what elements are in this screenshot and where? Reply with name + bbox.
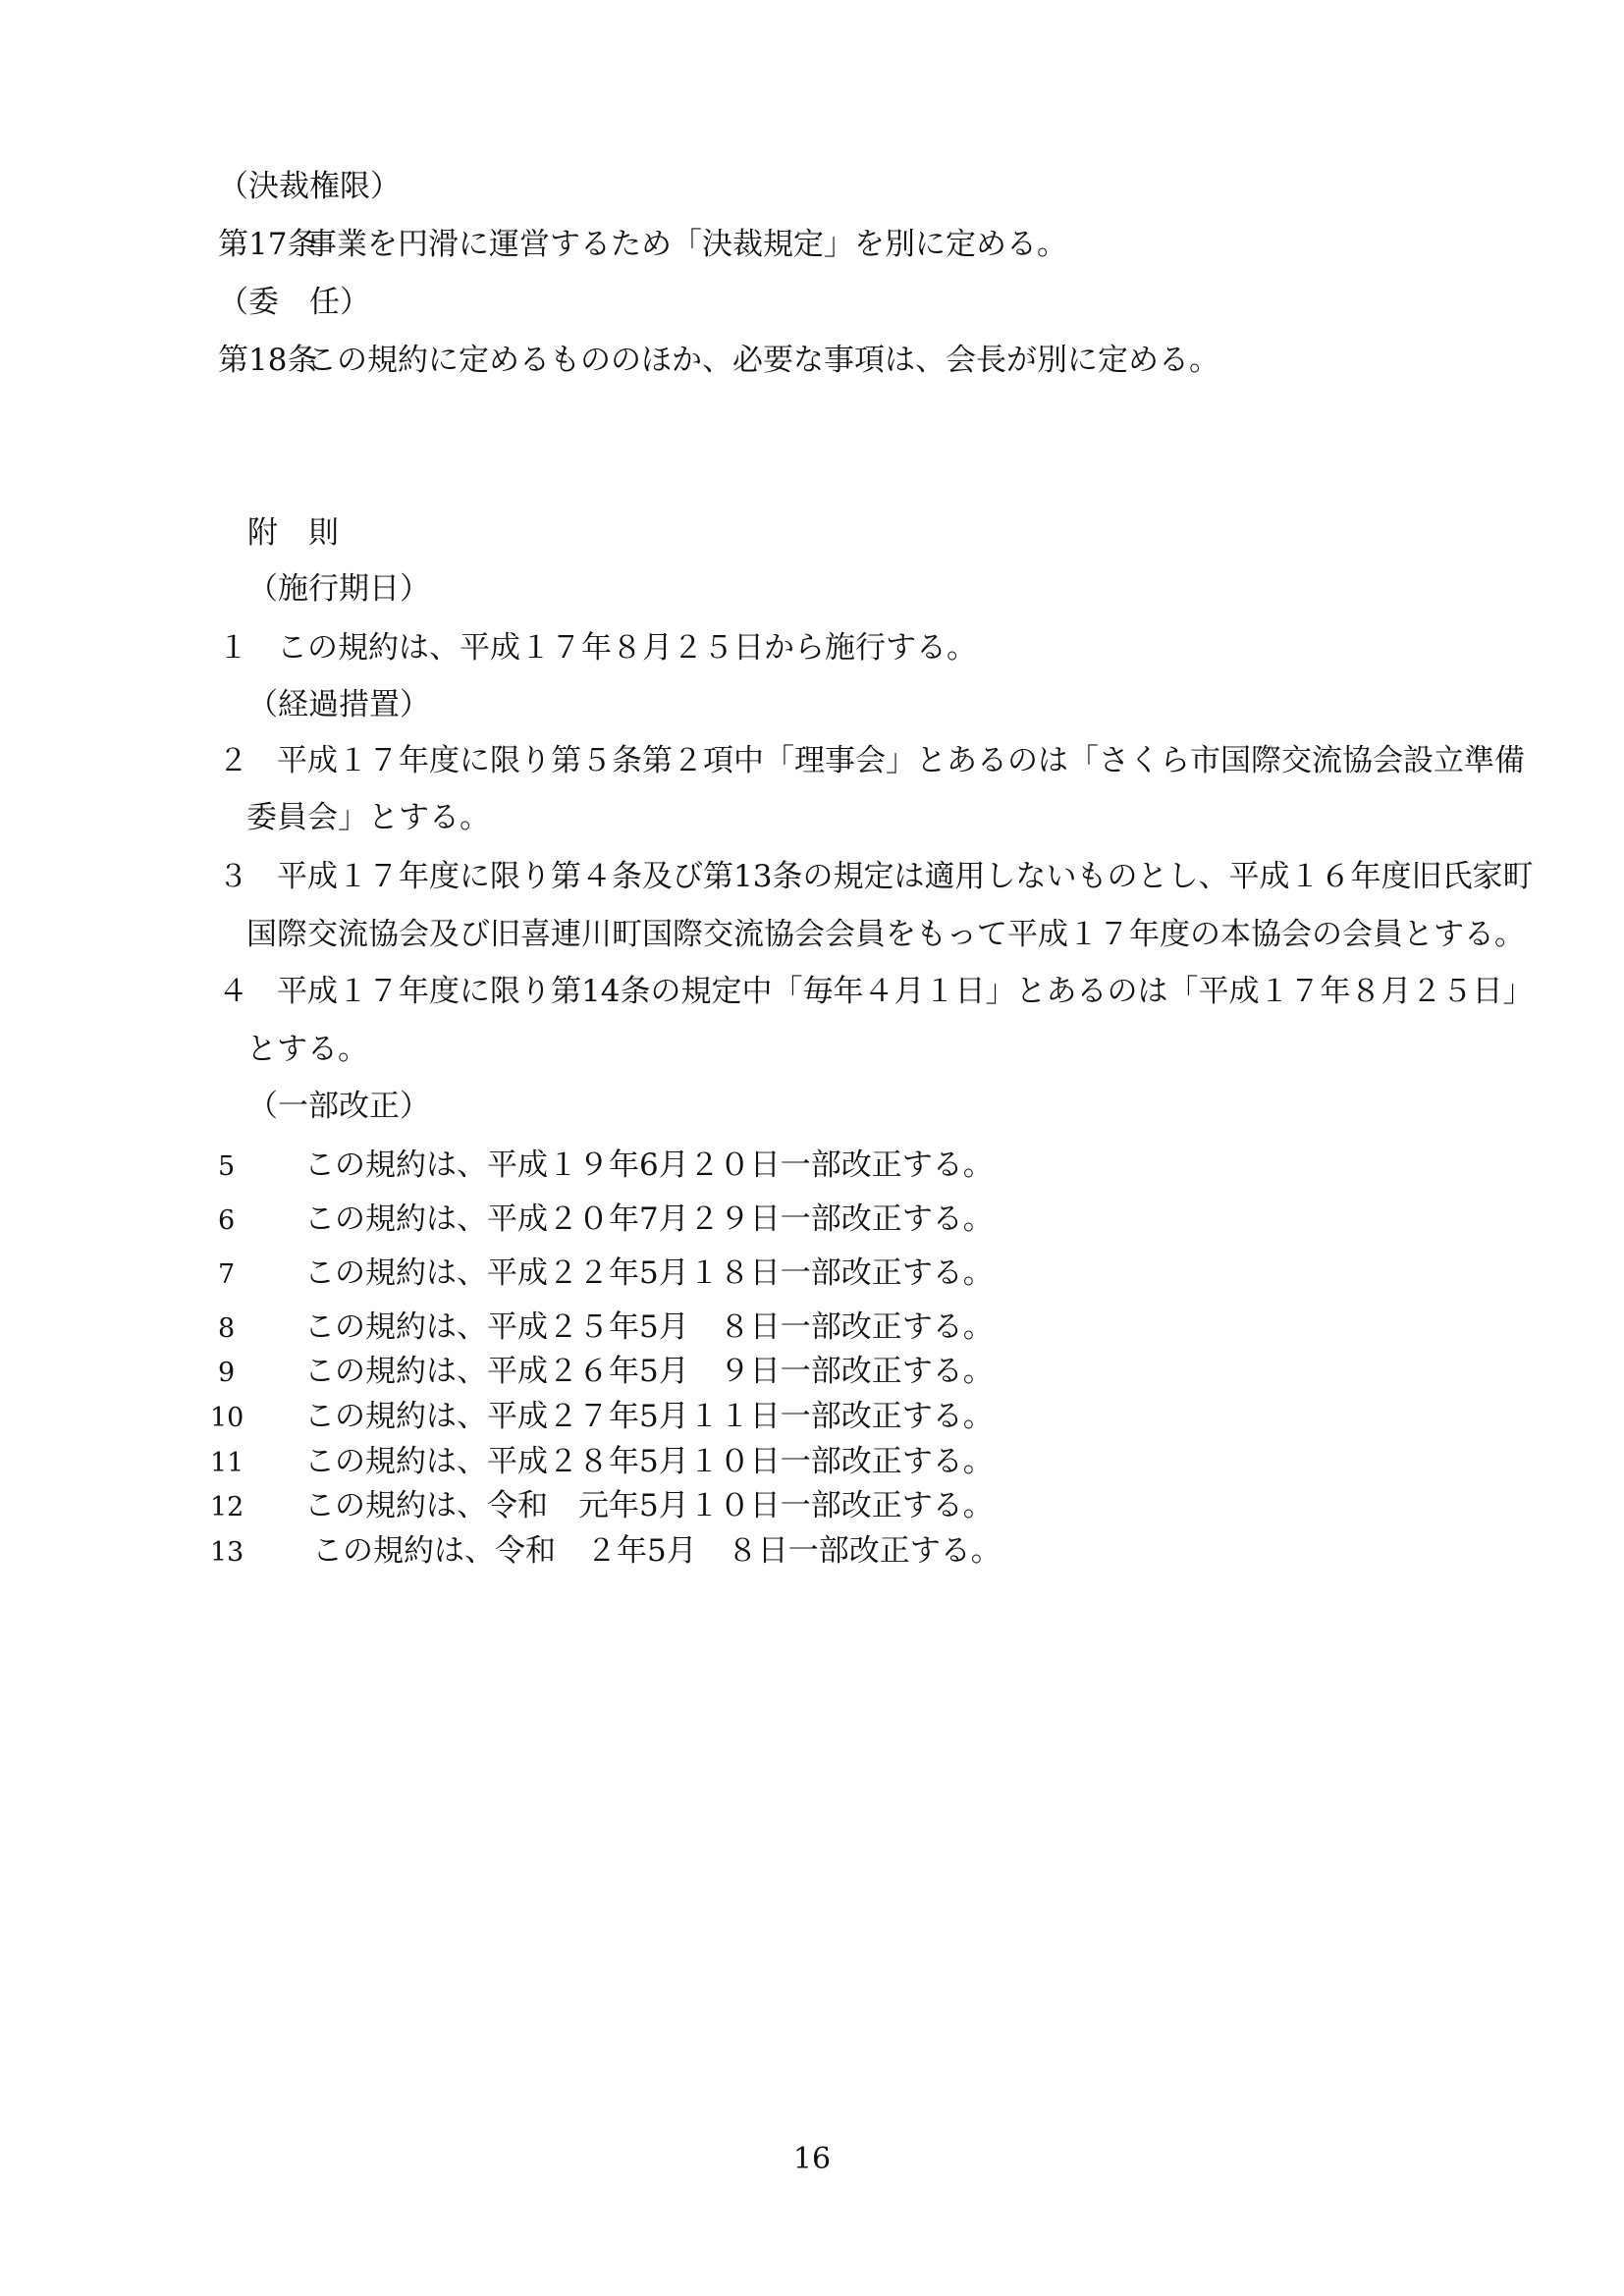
amendment-item (210, 1531, 1001, 1573)
amendment-item (210, 1486, 994, 1527)
provision-item-2-continuation: 委員会」とする。 (246, 800, 490, 835)
amendment-item (218, 1352, 994, 1393)
amendment-caption: （一部改正） (247, 1089, 430, 1124)
amendment-item (218, 1146, 994, 1187)
provision-item-4 (218, 972, 1533, 1011)
amendment-number: 12 (210, 1492, 244, 1522)
amendment-text: この規約は、令和 元年5月１０日一部改正する。 (304, 1488, 994, 1523)
amendment-item (218, 1200, 994, 1241)
provision-item-1-text: この規約は、平成１７年８月２５日から施行する。 (277, 630, 977, 666)
provision-item-4-number: ４ (218, 974, 248, 1009)
provision-item-2-text: 平成１７年度に限り第５条第２項中「理事会」とあるのは「さくら市国際交流協会設立準備 (277, 743, 1525, 778)
amendment-number: 6 (218, 1205, 236, 1236)
amendment-number: 8 (218, 1313, 236, 1344)
amendment-text: この規約は、平成２７年5月１１日一部改正する。 (304, 1399, 994, 1434)
article-18-caption: （委 任） (218, 285, 370, 320)
supplementary-heading: 附 則 (247, 515, 339, 551)
provision-item-1 (218, 628, 977, 667)
amendment-text: この規約は、平成２８年5月１０日一部改正する。 (304, 1444, 994, 1479)
article-18 (218, 341, 1219, 380)
amendment-item (218, 1254, 994, 1295)
amendment-number: 9 (218, 1358, 236, 1388)
amendment-number: 10 (210, 1403, 244, 1433)
amendment-item (218, 1308, 994, 1349)
provision-item-3-continuation: 国際交流協会及び旧喜連川町国際交流協会会員をもって平成１７年度の本協会の会員とする。 (246, 917, 1525, 952)
article-17-number: 第17条 (218, 227, 318, 262)
amendment-text: この規約は、令和 ２年5月 ８日一部改正する。 (312, 1533, 1001, 1569)
provision-item-3-text: 平成１７年度に限り第４条及び第13条の規定は適用しないものとし、平成１６年度旧氏家町 (277, 859, 1534, 894)
article-17-caption: （決裁権限） (218, 169, 401, 204)
amendment-item (210, 1442, 994, 1483)
article-18-text: この規約に定めるもののほか、必要な事項は、会長が別に定める。 (306, 343, 1219, 378)
amendment-text: この規約は、平成２６年5月 ９日一部改正する。 (304, 1354, 994, 1389)
provision-item-4-text: 平成１７年度に限り第14条の規定中「毎年４月１日」とあるのは「平成１７年８月２５日」 (277, 974, 1534, 1009)
amendment-text: この規約は、平成２５年5月 ８日一部改正する。 (304, 1309, 994, 1345)
amendment-number: 5 (218, 1151, 236, 1182)
article-17 (218, 225, 1067, 264)
enforcement-caption: （施行期日） (247, 571, 430, 607)
provision-item-2 (218, 741, 1525, 780)
provision-item-3 (218, 857, 1533, 896)
transition-caption: （経過措置） (247, 687, 430, 722)
amendment-number: 11 (210, 1448, 244, 1478)
provision-item-3-number: ３ (218, 859, 248, 894)
amendment-text: この規約は、平成１９年6月２０日一部改正する。 (304, 1148, 994, 1183)
page-number: 16 (792, 2142, 832, 2176)
amendment-number: 13 (210, 1537, 244, 1568)
amendment-text: この規約は、平成２２年5月１８日一部改正する。 (304, 1255, 994, 1291)
provision-item-2-number: ２ (218, 743, 248, 778)
article-17-text: 事業を円滑に運営するため「決裁規定」を別に定める。 (306, 227, 1067, 262)
article-18-number: 第18条 (218, 343, 318, 378)
provision-item-1-number: １ (218, 630, 248, 666)
amendment-item (210, 1397, 994, 1438)
amendment-number: 7 (218, 1259, 236, 1290)
provision-item-4-continuation: とする。 (246, 1032, 368, 1067)
amendment-text: この規約は、平成２０年7月２９日一部改正する。 (304, 1201, 994, 1237)
